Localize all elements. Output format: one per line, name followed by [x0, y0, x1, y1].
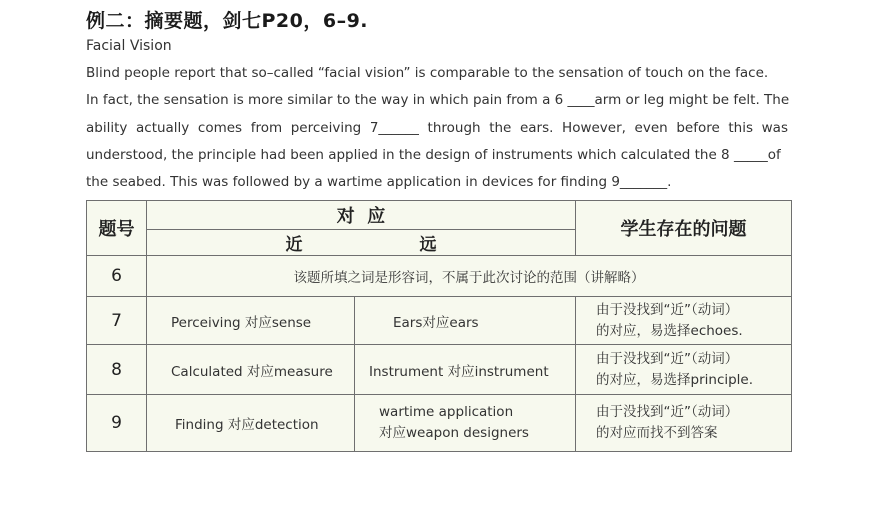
row-near: Finding 对应detection — [147, 395, 355, 452]
row-number: 9 — [87, 395, 147, 452]
passage-line: In fact, the sensation is more similar to the way in which pain from a 6 ____arm or leg might be felt. The — [86, 92, 790, 109]
row-problem-line: 的对应，易选择principle. — [596, 371, 754, 388]
row-number: 7 — [87, 297, 147, 345]
table-row — [87, 256, 792, 297]
header-near-far — [147, 230, 576, 256]
header-near: 近 — [285, 235, 303, 255]
passage-line: the seabed. This was followed by a wartime application in devices for finding 9_______. — [86, 174, 672, 191]
row-problem-line: 的对应，易选择echoes. — [596, 322, 743, 339]
passage-line: Blind people report that so–called “facial vision” is comparable to the sensation of touch on the face. — [86, 65, 769, 81]
passage-line: ability actually comes from perceiving 7______ through the ears. However, even before this was — [86, 119, 788, 136]
page-heading: 例二：摘要题，剑七P20，6–9. — [86, 10, 369, 32]
row-far-line: wartime application — [379, 404, 514, 420]
row-near: Calculated 对应measure — [147, 345, 355, 395]
row-problem — [576, 395, 792, 452]
row-far — [355, 395, 576, 452]
row-problem-line: 由于没找到“近”（动词） — [596, 404, 739, 420]
header-far: 远 — [419, 235, 437, 255]
passage-line: understood, the principle had been applied in the design of instruments which calculated the 8 _____of — [86, 146, 781, 163]
analysis-table — [86, 200, 792, 452]
passage-text — [86, 63, 788, 199]
header-number: 题号 — [87, 201, 147, 256]
row-merged-note: 该题所填之词是形容词，不属于此次讨论的范围（讲解略） — [147, 256, 792, 297]
header-problems: 学生存在的问题 — [576, 201, 792, 256]
table-row — [87, 395, 792, 452]
row-problem — [576, 345, 792, 395]
row-problem-line: 由于没找到“近”（动词） — [596, 350, 739, 367]
table-row — [87, 345, 792, 395]
row-number: 6 — [87, 256, 147, 297]
header-correspondence: 对 应 — [147, 201, 576, 230]
row-far: Ears对应ears — [355, 297, 576, 345]
row-number: 8 — [87, 345, 147, 395]
row-far-line: 对应weapon designers — [379, 425, 529, 441]
row-problem-line: 的对应而找不到答案 — [596, 425, 718, 441]
table-row — [87, 297, 792, 345]
passage-title: Facial Vision — [86, 38, 172, 54]
row-problem-line: 由于没找到“近”（动词） — [596, 301, 739, 318]
row-near: Perceiving 对应sense — [147, 297, 355, 345]
row-problem — [576, 297, 792, 345]
row-far: Instrument 对应instrument — [355, 345, 576, 395]
